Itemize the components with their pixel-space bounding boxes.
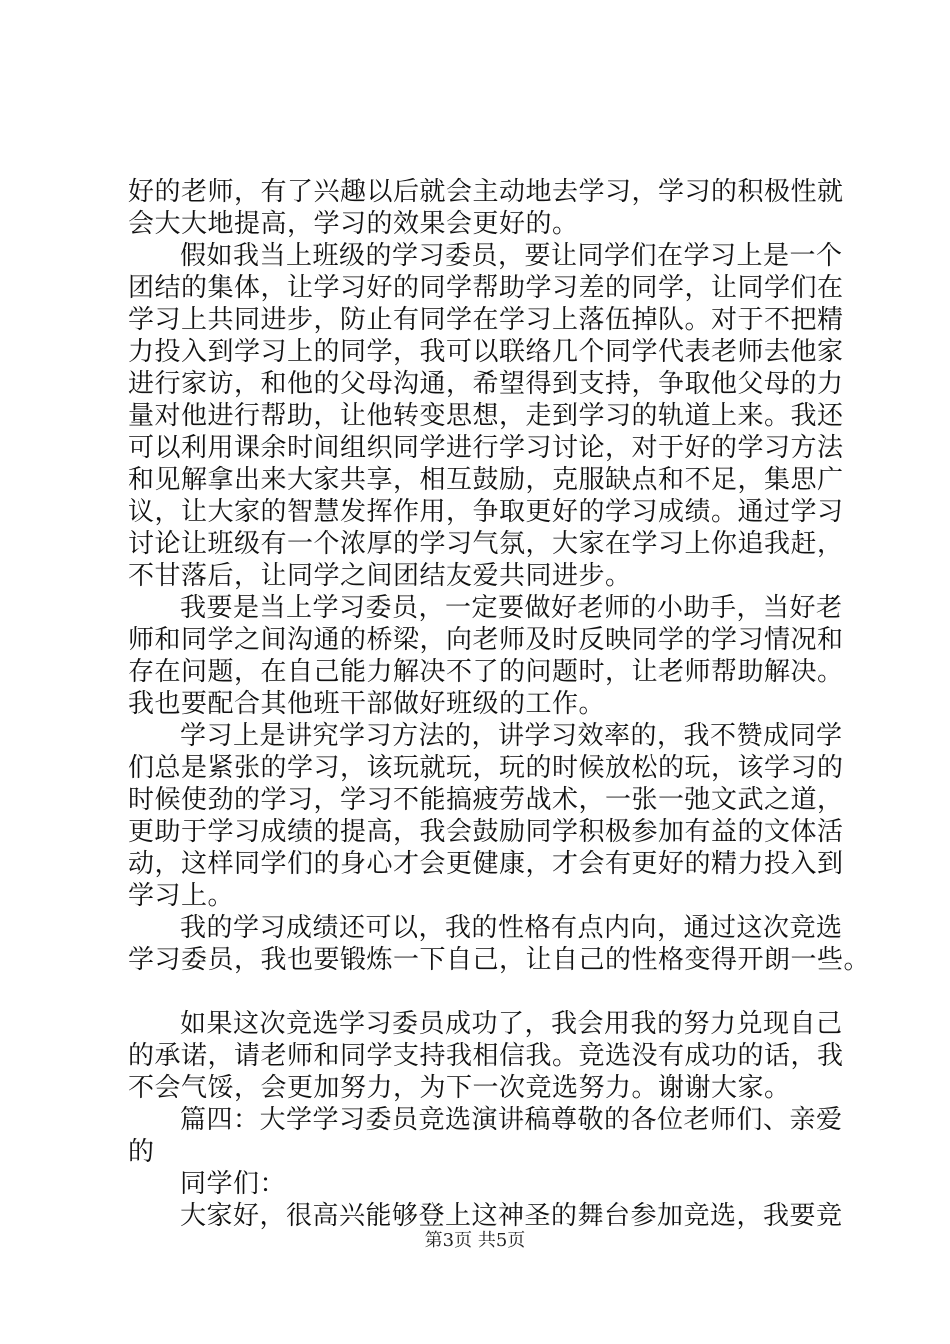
text-line: 我要是当上学习委员，一定要做好老师的小助手，当好老 bbox=[180, 593, 843, 623]
text-line: 大家好，很高兴能够登上这神圣的舞台参加竞选，我要竞 bbox=[180, 1201, 843, 1231]
text-line: 不甘落后，让同学之间团结友爱共同进步。 bbox=[128, 561, 632, 591]
text-line: 如果这次竞选学习委员成功了，我会用我的努力兑现自己 bbox=[180, 1009, 843, 1039]
text-line: 进行家访，和他的父母沟通，希望得到支持，争取他父母的力 bbox=[128, 369, 844, 399]
text-line: 动，这样同学们的身心才会更健康，才会有更好的精力投入到 bbox=[128, 849, 844, 879]
section-heading: 篇四：大学学习委员竞选演讲稿尊敬的各位老师们、亲爱 bbox=[180, 1105, 843, 1135]
text-line: 假如我当上班级的学习委员，要让同学们在学习上是一个 bbox=[180, 241, 843, 271]
text-line: 存在问题，在自己能力解决不了的问题时，让老师帮助解决。 bbox=[128, 657, 844, 687]
text-line: 力投入到学习上的同学，我可以联络几个同学代表老师去他家 bbox=[128, 337, 844, 367]
text-line: 议，让大家的智慧发挥作用，争取更好的学习成绩。通过学习 bbox=[128, 497, 844, 527]
text-line: 师和同学之间沟通的桥梁，向老师及时反映同学的学习情况和 bbox=[128, 625, 844, 655]
text-line: 会大大地提高，学习的效果会更好的。 bbox=[128, 209, 579, 239]
text-line: 可以利用课余时间组织同学进行学习讨论，对于好的学习方法 bbox=[128, 433, 844, 463]
text-line: 的承诺，请老师和同学支持我相信我。竞选没有成功的话，我 bbox=[128, 1041, 844, 1071]
text-line: 们总是紧张的学习，该玩就玩，玩的时候放松的玩，该学习的 bbox=[128, 753, 844, 783]
page-number: 第3页 共5页 bbox=[424, 1230, 526, 1251]
text-line: 量对他进行帮助，让他转变思想，走到学习的轨道上来。我还 bbox=[128, 401, 844, 431]
text-line: 学习上共同进步，防止有同学在学习上落伍掉队。对于不把精 bbox=[128, 305, 844, 335]
text-line: 的 bbox=[128, 1137, 155, 1167]
text-line: 学习上是讲究学习方法的，讲学习效率的，我不赞成同学 bbox=[180, 721, 843, 751]
text-line: 团结的集体，让学习好的同学帮助学习差的同学，让同学们在 bbox=[128, 273, 844, 303]
text-line: 我也要配合其他班干部做好班级的工作。 bbox=[128, 689, 606, 719]
text-line: 学习上。 bbox=[128, 881, 235, 911]
text-line: 不会气馁，会更加努力，为下一次竞选努力。谢谢大家。 bbox=[128, 1073, 791, 1103]
text-line: 更助于学习成绩的提高，我会鼓励同学积极参加有益的文体活 bbox=[128, 817, 844, 847]
text-line: 和见解拿出来大家共享，相互鼓励，克服缺点和不足，集思广 bbox=[128, 465, 844, 495]
text-line: 学习委员，我也要锻炼一下自己，让自己的性格变得开朗一些。 bbox=[128, 945, 871, 975]
text-line: 好的老师，有了兴趣以后就会主动地去学习，学习的积极性就 bbox=[128, 177, 844, 207]
salutation: 同学们： bbox=[180, 1169, 287, 1199]
text-line: 我的学习成绩还可以，我的性格有点内向，通过这次竞选 bbox=[180, 913, 843, 943]
text-line: 时候使劲的学习，学习不能搞疲劳战术，一张一弛文武之道， bbox=[128, 785, 844, 815]
text-line: 讨论让班级有一个浓厚的学习气氛，大家在学习上你追我赶， bbox=[128, 529, 844, 559]
